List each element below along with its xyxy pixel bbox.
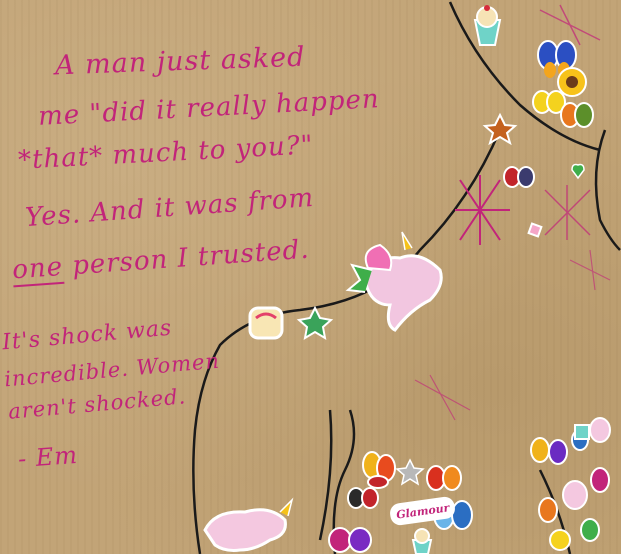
butterfly-sticker-orange <box>561 103 593 127</box>
star-sticker-copper <box>485 115 515 143</box>
butterfly-sticker-orange-red <box>363 452 395 488</box>
body-outline-right <box>596 130 620 250</box>
note-line-5-rest: person I trusted. <box>61 234 311 282</box>
star-sticker-rainbow <box>299 308 331 338</box>
pink-starburst-bottom <box>415 250 610 420</box>
butterfly-sticker-black <box>348 488 378 508</box>
unicorn-sticker-bottom-left <box>205 500 292 550</box>
butterfly-sticker-red-orange <box>427 466 461 490</box>
note-line-2: me "did it really happen <box>37 84 381 132</box>
cupcake-sticker-bottom <box>413 529 431 554</box>
sunflower-sticker <box>558 68 586 96</box>
butterfly-sticker-pink-bottom <box>329 528 371 552</box>
note-line-1: A man just asked <box>54 41 306 82</box>
star-sticker-silver <box>397 460 423 484</box>
cake-sticker <box>250 308 282 338</box>
pink-gem-sticker <box>529 224 542 237</box>
pegasus-sticker <box>348 232 441 330</box>
butterfly-sticker-yellow <box>533 91 565 113</box>
note-signature: - Em <box>17 440 79 474</box>
note-line-8: aren't shocked. <box>7 384 188 424</box>
body-outline-arm-left <box>320 410 331 540</box>
pink-starburst-left <box>455 175 510 245</box>
rainbow-heart-sticker <box>572 165 584 178</box>
note-line-7: incredible. Women <box>3 348 221 392</box>
butterfly-sticker-small-red <box>504 167 534 187</box>
cupcake-sticker <box>475 5 500 45</box>
note-line-6: It's shock was <box>1 315 174 356</box>
note-underlined-word: one <box>11 251 65 286</box>
note-line-4: Yes. And it was from <box>24 182 316 234</box>
glamour-label: Glamour <box>395 501 451 522</box>
note-line-3: *that* much to you?" <box>17 130 315 176</box>
butterfly-cluster-bottom-right <box>531 418 610 550</box>
